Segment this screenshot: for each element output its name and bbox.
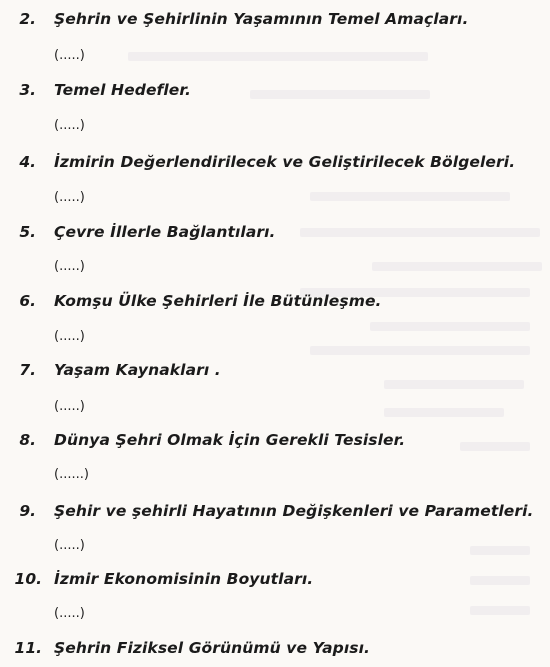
item-title: İzmir Ekonomisinin Boyutları. (54, 570, 314, 588)
item-placeholder: (.....) (54, 538, 85, 553)
item-title: İzmirin Değerlendirilecek ve Geliştirilecek Bölgeleri. (54, 153, 516, 171)
item-number: 5. (19, 223, 36, 241)
list-item (0, 637, 550, 659)
item-title: Şehir ve şehirli Hayatının Değişkenleri ve Parametleri. (54, 502, 534, 520)
item-title: Şehrin ve Şehirlinin Yaşamının Temel Amaçları. (54, 10, 469, 28)
item-number: 8. (19, 431, 36, 449)
list-item (0, 429, 550, 451)
list-item (0, 221, 550, 243)
list-item (0, 151, 550, 173)
list-item (0, 568, 550, 590)
item-number: 6. (19, 292, 36, 310)
item-placeholder: (.....) (54, 329, 85, 344)
item-number: 9. (19, 502, 36, 520)
item-title: Yaşam Kaynakları . (54, 361, 221, 379)
item-placeholder: (.....) (54, 606, 85, 621)
list-item (0, 8, 550, 30)
item-title: Temel Hedefler. (54, 81, 191, 99)
item-title: Çevre İllerle Bağlantıları. (54, 223, 276, 241)
item-number: 4. (19, 153, 36, 171)
item-number: 10. (14, 570, 42, 588)
item-placeholder: (.....) (54, 190, 85, 205)
list-item (0, 359, 550, 381)
item-number: 11. (14, 639, 42, 657)
item-number: 7. (19, 361, 36, 379)
item-placeholder: (.....) (54, 399, 85, 414)
item-number: 2. (19, 10, 36, 28)
item-number: 3. (19, 81, 36, 99)
item-placeholder: (......) (54, 467, 89, 482)
item-title: Dünya Şehri Olmak İçin Gerekli Tesisler. (54, 431, 406, 449)
item-title: Komşu Ülke Şehirleri İle Bütünleşme. (54, 292, 382, 310)
list-item (0, 500, 550, 522)
item-placeholder: (.....) (54, 259, 85, 274)
list-item (0, 290, 550, 312)
list-item (0, 79, 550, 101)
item-placeholder: (.....) (54, 118, 85, 133)
item-title: Şehrin Fiziksel Görünümü ve Yapısı. (54, 639, 370, 657)
item-placeholder: (.....) (54, 48, 85, 63)
